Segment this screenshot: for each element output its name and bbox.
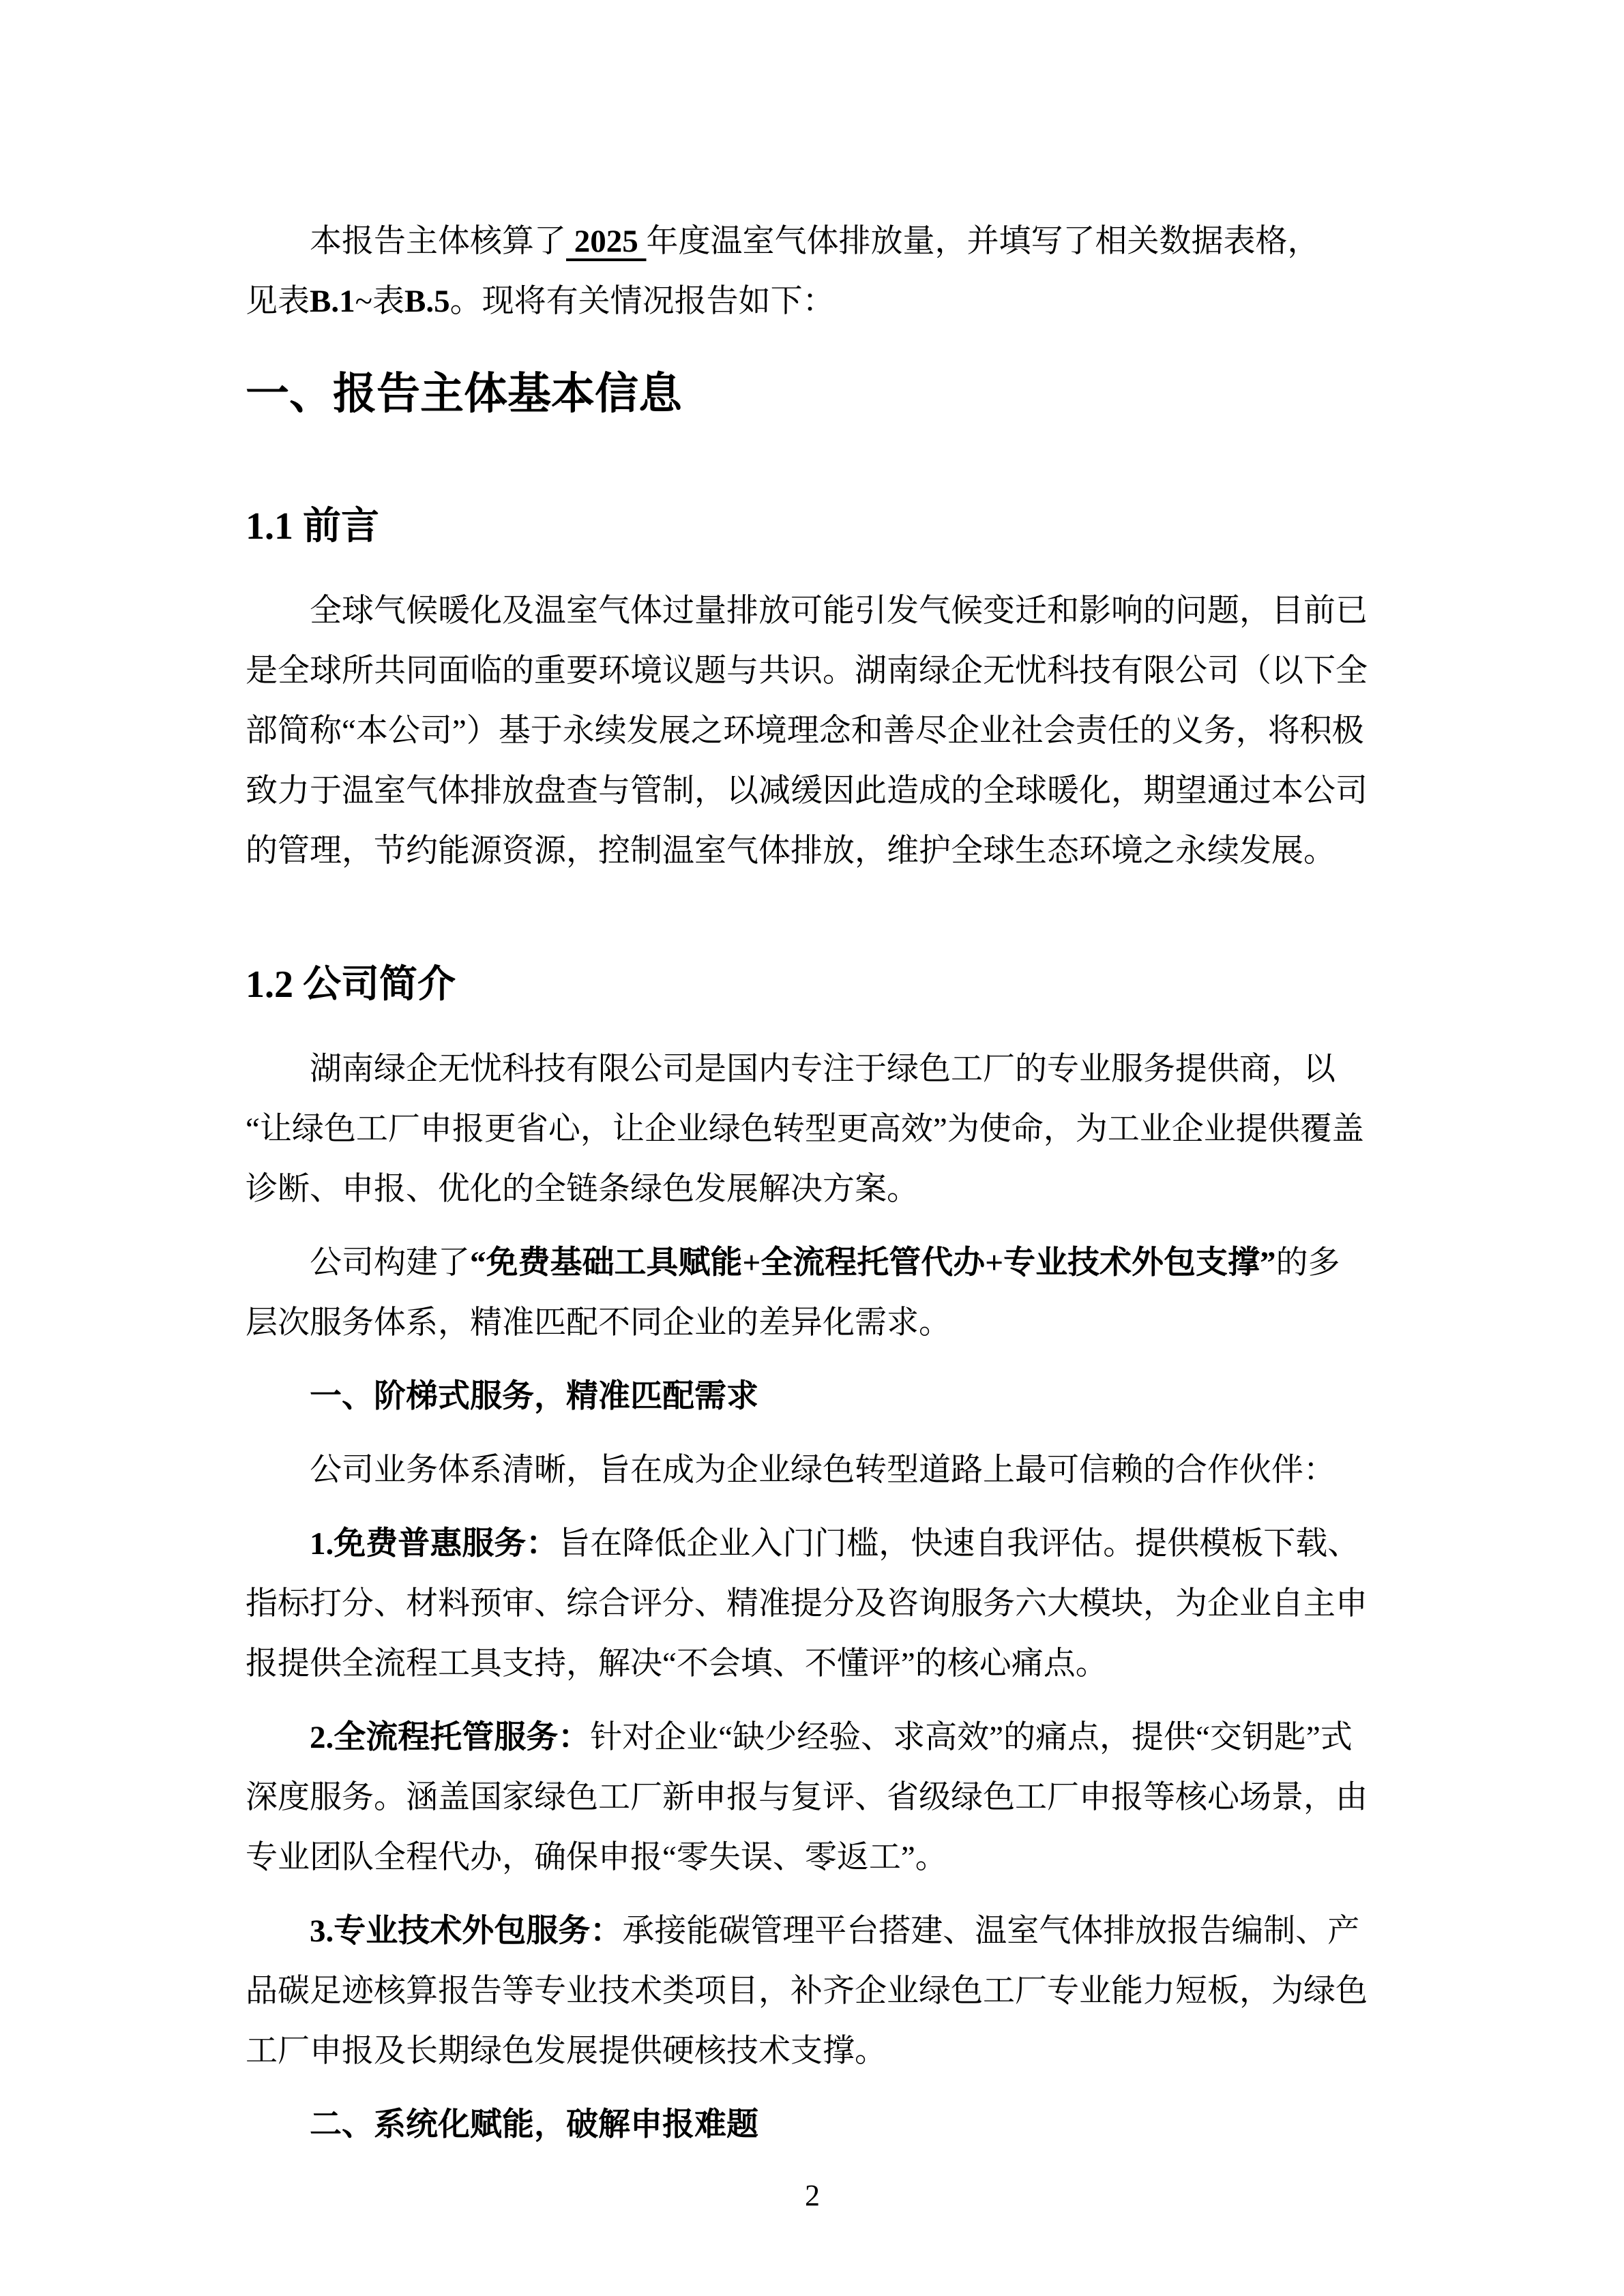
- paragraph-service1: [246, 1514, 1379, 1694]
- text-run: 承接能碳管理平台搭建、温室气体排放报告编制、产: [622, 1913, 1360, 1949]
- text-run: 见表: [246, 284, 310, 319]
- table-ref-b5: B.5: [404, 284, 450, 319]
- service3-lead: 3.专业技术外包服务：: [310, 1913, 623, 1949]
- text-line: 湖南绿企无忧科技有限公司是国内专注于绿色工厂的专业服务提供商，以: [310, 1052, 1335, 1087]
- subheading-systematic-empowerment: 二、系统化赋能，破解申报难题: [310, 2107, 758, 2143]
- text-run: 的多: [1275, 1245, 1340, 1281]
- service2-lead: 2.全流程托管服务：: [310, 1720, 591, 1755]
- text-line: 层次服务体系，精准匹配不同企业的差异化需求。: [246, 1305, 951, 1341]
- text-line: 部简称“本公司”）基于永续发展之环境理念和善尽企业社会责任的义务，将积极: [246, 713, 1364, 749]
- report-year-underlined: 2025: [566, 224, 647, 259]
- section12-heading: 1.2 公司简介: [246, 964, 456, 1006]
- text-line: 的管理，节约能源资源，控制温室气体排放，维护全球生态环境之永续发展。: [246, 833, 1335, 869]
- text-run: 年度温室气体排放量，并填写了相关数据表格，: [646, 224, 1320, 259]
- text-line: 品碳足迹核算报告等专业技术类项目，补齐企业绿色工厂专业能力短板，为绿色: [246, 1973, 1368, 2009]
- text-line: 工厂申报及长期绿色发展提供硬核技术支撑。: [246, 2033, 887, 2069]
- text-line: “让绿色工厂申报更省心，让企业绿色转型更高效”为使命，为工业企业提供覆盖: [246, 1112, 1364, 1147]
- text-line: 深度服务。涵盖国家绿色工厂新申报与复评、省级绿色工厂申报等核心场景，由: [246, 1780, 1368, 1815]
- paragraph-business-system: 公司业务体系清晰，旨在成为企业绿色转型道路上最可信赖的合作伙伴：: [310, 1452, 1335, 1488]
- subheading-tiered-service: 一、阶梯式服务，精准匹配需求: [310, 1379, 758, 1414]
- text-run: 旨在降低企业入门门槛，快速自我评估。提供模板下载、: [558, 1526, 1360, 1562]
- text-run: 针对企业“缺少经验、求高效”的痛点，提供“交钥匙”式: [590, 1720, 1353, 1755]
- page-number: 2: [805, 2179, 820, 2212]
- text-line: 致力于温室气体排放盘查与管制，以减缓因此造成的全球暖化，期望通过本公司: [246, 773, 1368, 809]
- paragraph-service2: [246, 1708, 1379, 1888]
- paragraph-service3: [246, 1901, 1379, 2081]
- text-line: 是全球所共同面临的重要环境议题与共识。湖南绿企无忧科技有限公司（以下全: [246, 653, 1368, 689]
- section1-heading: 一、报告主体基本信息: [246, 369, 682, 418]
- text-run: 。现将有关情况报告如下：: [449, 284, 835, 319]
- paragraph-report-intro: [246, 211, 1379, 331]
- text-run: 公司构建了: [310, 1245, 470, 1281]
- text-run: 本报告主体核算了: [310, 224, 566, 259]
- paragraph-foreword: [246, 581, 1379, 881]
- table-ref-b1: B.1: [310, 284, 355, 319]
- text-line: 诊断、申报、优化的全链条绿色发展解决方案。: [246, 1172, 919, 1207]
- service-system-bold: “免费基础工具赋能+全流程托管代办+专业技术外包支撑”: [470, 1245, 1276, 1281]
- text-line: 指标打分、材料预审、综合评分、精准提分及咨询服务六大模块，为企业自主申: [246, 1586, 1368, 1622]
- text-run: ~表: [355, 284, 405, 319]
- text-line: 专业团队全程代办，确保申报“零失误、零返工”。: [246, 1840, 947, 1875]
- text-line: 报提供全流程工具支持，解决“不会填、不懂评”的核心痛点。: [246, 1646, 1108, 1682]
- service1-lead: 1.免费普惠服务：: [310, 1526, 559, 1562]
- text-line: 全球气候暖化及温室气体过量排放可能引发气候变迁和影响的问题，目前已: [310, 593, 1368, 629]
- paragraph-company-intro: [246, 1039, 1379, 1219]
- section11-heading: 1.1 前言: [246, 505, 379, 548]
- paragraph-service-system: [246, 1233, 1379, 1353]
